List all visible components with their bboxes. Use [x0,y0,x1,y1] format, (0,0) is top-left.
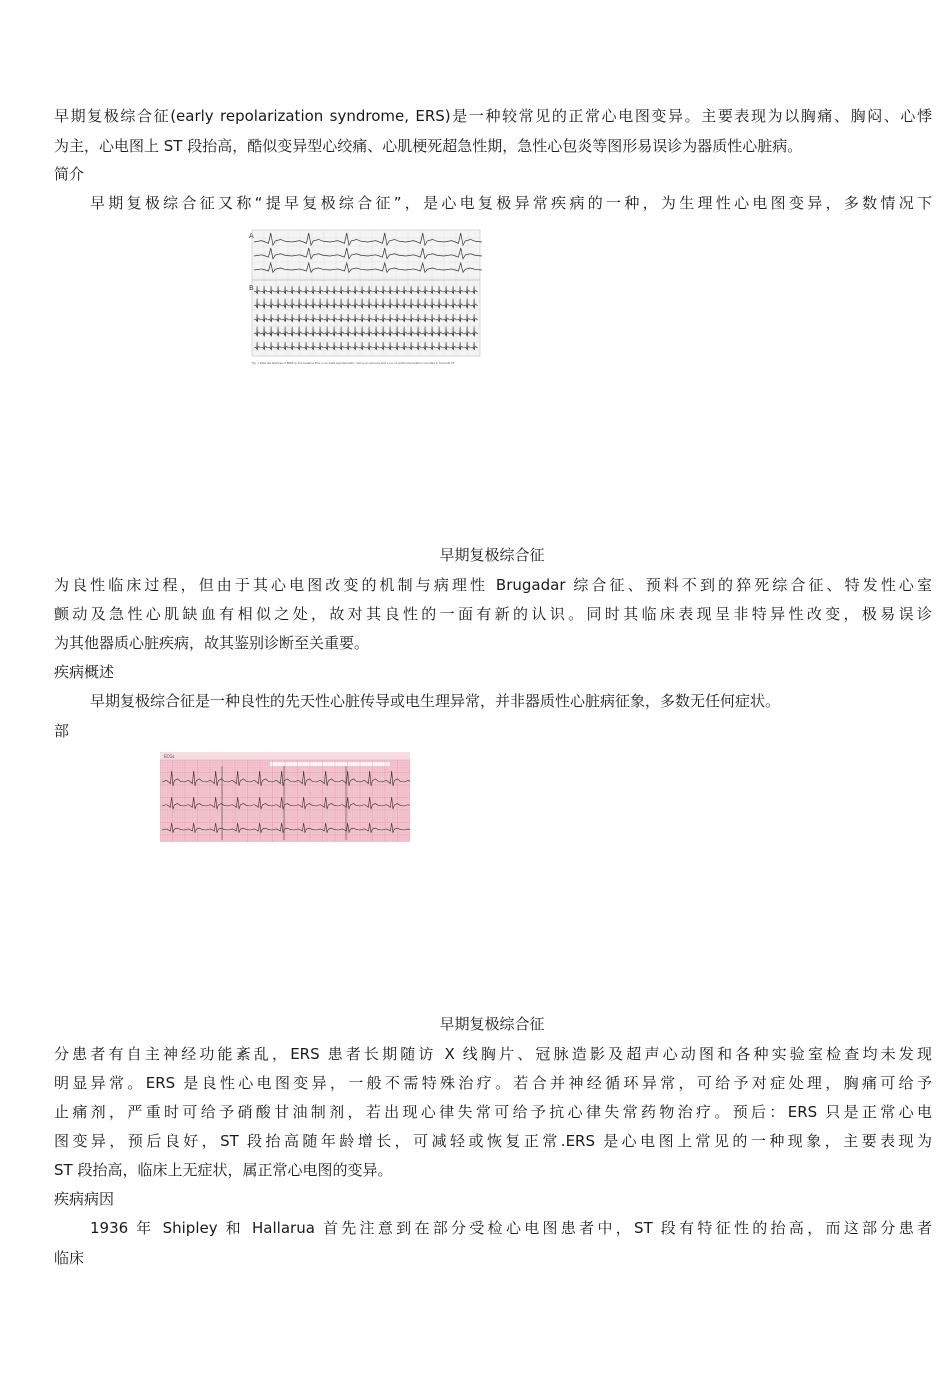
figure-caption-2: 早期复极综合征 [439,1015,545,1033]
section-heading-overview: 疾病概述 [54,663,115,681]
panel-b-label: B [249,284,254,292]
section3-paragraph-line-2: 临床 [54,1249,85,1267]
intro-line-2: 为主，心电图上 ST 段抬高，酷似变异型心绞痛、心肌梗死超急性期，急性心包炎等图形易误诊为器质性心脏病。 [54,137,803,155]
figure1-fine-caption: Fig. 1 Note the features of ERPP on the baseline ECG in an adult asymptomatic; during an exercise test a run of ventricular beats is recorded in Traverde VF. [252,362,455,365]
section2-continuation-line-3: 止痛剂，严重时可给予硝酸甘油制剂，若出现心律失常可给予抗心律失常药物治疗。预后：ERS 只是正常心电 [54,1103,932,1121]
section2-continuation-line-2: 明显异常。ERS 是良性心电图变异，一般不需特殊治疗。若合并神经循环异常，可给予对症处理，胸痛可给予 [54,1074,932,1092]
section1-continuation-line-1: 为良性临床过程，但由于其心电图改变的机制与病理性 Brugadar 综合征、预料不到的猝死综合征、特发性心室 [54,576,932,594]
section2-continuation-line-5: ST 段抬高，临床上无症状，属正常心电图的变异。 [54,1161,393,1179]
figure2-header-text: ECGs [164,754,175,759]
section2-continuation-line-4: 图变异，预后良好，ST 段抬高随年龄增长，可减轻或恢复正常.ERS 是心电图上常见的一种现象，主要表现为 [54,1132,932,1150]
ecg-figure-2 [160,752,410,842]
section1-continuation-line-2: 颤动及急性心肌缺血有相似之处，故对其良性的一面有新的认识。同时其临床表现呈非特异性改变，极易误诊 [54,605,932,623]
section-heading-intro: 简介 [54,165,85,183]
section1-continuation-line-3: 为其他器质心脏疾病，故其鉴别诊断至关重要。 [54,634,370,652]
section-heading-etiology: 疾病病因 [54,1190,115,1208]
figure-caption-1: 早期复极综合征 [439,546,545,564]
intro-line-1: 早期复极综合征(early repolarization syndrome, ERS)是一种较常见的正常心电图变异。主要表现为以胸痛、胸闷、心悸 [54,107,932,125]
section1-paragraph-line-1: 早期复极综合征又称“提早复极综合征”，是心电复极异常疾病的一种，为生理性心电图变异，多数情况下 [90,194,932,212]
ecg-figure-1 [246,228,490,368]
section2-continuation-line-1: 分患者有自主神经功能紊乱，ERS 患者长期随访 X 线胸片、冠脉造影及超声心动图和各种实验室检查均未发现 [54,1045,932,1063]
panel-a-label: A [249,232,254,240]
section3-paragraph-line-1: 1936 年 Shipley 和 Hallarua 首先注意到在部分受检心电图患者中，ST 段有特征性的抬高，而这部分患者 [90,1219,932,1237]
section2-paragraph-line-1: 早期复极综合征是一种良性的先天性心脏传导或电生理异常，并非器质性心脏病征象，多数无任何症状。 [90,692,781,710]
section2-paragraph-line-2: 部 [54,722,70,740]
